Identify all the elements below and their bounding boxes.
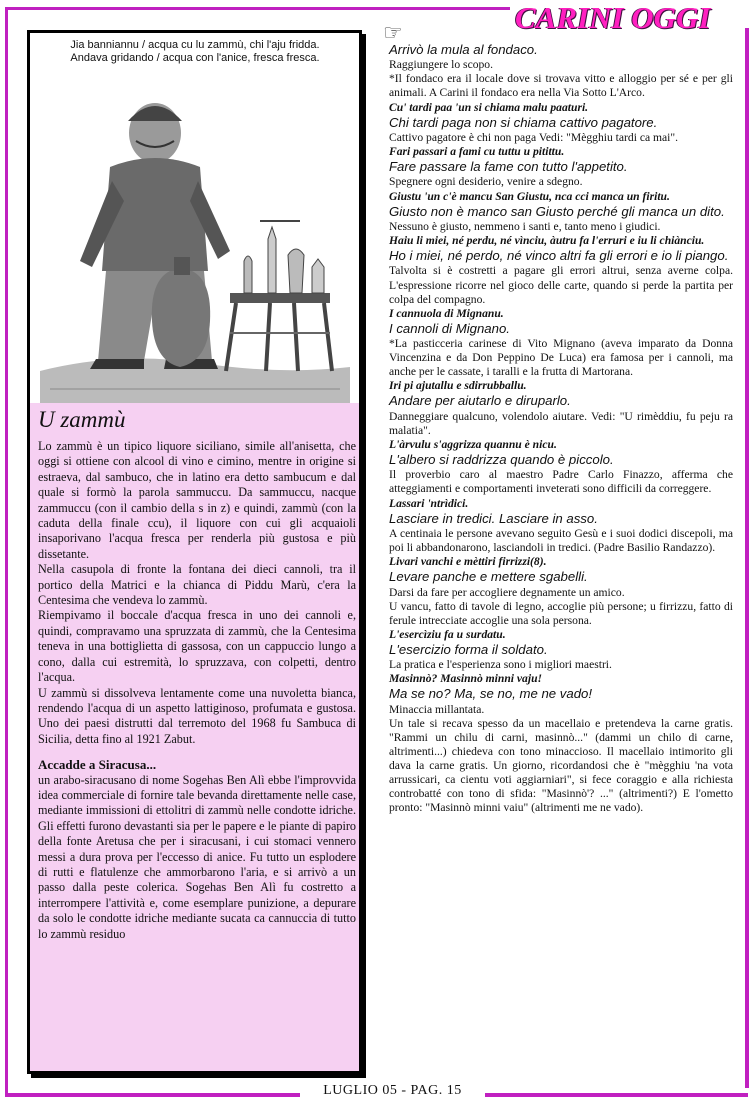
proverb-italian: Fare passare la fame con tutto l'appetito.: [389, 159, 628, 175]
proverb-italian: L'esercizio forma il soldato.: [389, 641, 548, 657]
proverb-sicilian: Lassari 'ntrìdici.: [389, 496, 469, 510]
proverb-italian: I cannoli di Mignano.: [389, 320, 510, 336]
proverb-sicilian: L'àrvulu s'aggrizza quannu è nicu.: [389, 437, 557, 451]
proverb-explanation: Spegnere ogni desiderio, venire a sdegno.: [389, 175, 583, 189]
proverb-italian: Giusto non è manco san Giusto perché gli manca un dito.: [389, 203, 725, 219]
proverb-italian: Lasciare in tredici. Lasciare in asso.: [389, 510, 598, 526]
caption-line-1: Jia banniannu / acqua cu lu zammù, chi l'aju fridda.: [70, 39, 320, 51]
proverb-explanation: Cattivo pagatore è chi non paga Vedi: "Mègghiu tardi ca mai".: [389, 130, 679, 144]
proverb-explanation: Talvolta si è costretti a pagare gli errori altrui, senza averne colpa. L'espressione ricorre nel gioco delle carte, quando si perde la partita per colpa del compagno.: [389, 264, 733, 306]
frame-right: [745, 28, 749, 1088]
proverb-explanation: Darsi da fare per accogliere degnamente un amico.: [389, 585, 625, 599]
photo-caption: [36, 39, 354, 65]
proverb-explanation: Nessuno è giusto, nemmeno i santi e, tanto meno i giudici.: [389, 219, 661, 233]
masthead: CARINI OGGI: [515, 0, 711, 35]
proverb-sicilian: Livari vanchi e mèttiri firrizzi(8).: [389, 555, 547, 569]
proverb-explanation: *Il fondaco era il locale dove si trovava vitto e alloggio per sé e per gli animali. A Carini il fondaco era nella Via Sotto L'Arco.: [389, 72, 733, 100]
article-paragraph: Nella casupola di fronte la fontana dei dieci cannoli, tra il portico della Matrici e la chianca di Piddu Marù, c'era la Centesima che vendeva lo zammù.: [38, 562, 356, 608]
pointing-hand-icon: ☞: [383, 20, 403, 45]
proverb-explanation: Raggiungere lo scopo.: [389, 58, 493, 72]
proverb-italian: Ho i miei, né perdo, né vinco altri fa gli errori e io li piango.: [389, 248, 729, 264]
caption-line-2: Andava gridando / acqua con l'anice, fresca fresca.: [70, 52, 320, 64]
photo-area: [30, 33, 359, 403]
frame-left: [5, 7, 8, 1095]
proverb-explanation: Il proverbio caro al maestro Padre Carlo Finazzo, afferma che atteggiamenti e comportamenti inveterati sono difficili da correggere.: [389, 468, 733, 496]
proverbs-column: [389, 42, 733, 815]
proverb-sicilian: Cu' tardi paa 'un si chiama malu paaturi.: [389, 100, 589, 114]
article-paragraph: Lo zammù è un tipico liquore siciliano, simile all'anisetta, che oggi si ottiene con alcool di vino e cimino, mentre in origine si estraeva, dal sambuco, che in latino era detto sambucum e dal quale si formò la parola sammuccu. Da sammuccu, nacque zammuccu (con il cambio della s in z) e quindi, zammù (con la caduta della finale ccu), il liquore con cui gli acquaioli insaporivano l'acqua fresca per renderla più gustosa e più dissetante.: [38, 439, 356, 561]
proverb-sicilian: Fari passari a fami cu tuttu u pitittu.: [389, 145, 565, 159]
proverb-explanation: Un tale si recava spesso da un macellaio e pretendeva la carne gratis. "Rammi un chilu di carni, masinnò..." (dammi un chilo di carne, altrimenti...) chiedeva con tono minaccioso. Il macellaio intimorito gli dava la carne gratis. Un giorno, ricordandosi che è "mègghiu 'na vota arrussicari, ca cientu voti aggiarniari", si fece coraggio e alla richiesta controbatté con tono di sfida: "Masinnò'? ..." (altrimenti?) E l'ometto pronto: "Masinnò minni vaiu" (altrimenti me ne vado).: [389, 716, 733, 815]
proverb-sicilian: Iri pi ajutallu e sdirrubballu.: [389, 379, 527, 393]
proverb-explanation: U vancu, fatto di tavole di legno, accoglie più persone; u firrizzu, fatto di ferule intrecciate accoglie una sola persona.: [389, 599, 733, 627]
proverb-italian: Levare panche e mettere sgabelli.: [389, 569, 588, 585]
proverb-explanation: *La pasticceria carinese di Vito Mignano (aveva imparato da Donna Vincenzina e da Don Peppino De Luca) era famosa per i cannoli, ma anche per le cassate, i taralli e la frutta di Martorana.: [389, 337, 733, 379]
proverb-italian: Arrivò la mula al fondaco.: [389, 42, 538, 57]
proverb-italian: Chi tardi paga non si chiama cattivo pagatore.: [389, 114, 658, 130]
proverb-italian: Andare per aiutarlo e diruparlo.: [389, 393, 571, 409]
proverb-sicilian: Masinnò? Masinnò minni vaju!: [389, 672, 543, 686]
article-paragraph: U zammù si dissolveva lentamente come una nuvoletta bianca, rendendo l'acqua di un aspetto lattiginoso, profumata e gustosa. Uno dei paesi distrutti dal terremoto del 1968 fu Sambuca di Sicilia, detta fino al 1921 Zabut.: [38, 685, 356, 746]
water-seller-engraving: [40, 71, 350, 403]
proverb-explanation: Minaccia millantata.: [389, 702, 485, 716]
proverb-italian: L'albero si raddrizza quando è piccolo.: [389, 452, 614, 468]
zammu-article: [38, 405, 356, 942]
article-subtitle: Accadde a Siracusa...: [38, 757, 157, 773]
proverb-sicilian: Haiu li miei, né perdu, né vìnciu, àutru fa l'erruri e iu li chiànciu.: [389, 234, 705, 248]
proverb-explanation: La pratica e l'esperienza sono i migliori maestri.: [389, 658, 612, 672]
proverb-sicilian: I cannuola di Mignanu.: [389, 306, 504, 320]
page-footer: LUGLIO 05 - PAG. 15: [300, 1083, 485, 1101]
article-paragraph: un arabo-siracusano di nome Sogehas Ben Alì ebbe l'improvvida idea commerciale di fornire tale bevanda direttamente nelle case, mediante immissioni di ettolitri di zammù nelle condotte idriche. Gli effetti furono devastanti sia per le papere e le piante di papiro della fonte Aretusa che per i siracusani, i cui stomaci vennero messi a dura prova per l'eccesso di anice. Fu tutto un esplodere di rutti e flatulenze che ammorbarono l'aria, e si arrivò a un passo dalla peste colerica. Sogehas Ben Alì fu costretto a interrompere l'attività e, come esemplare punizione, a depurare da solo le condotte idriche mediante sucata ca cannuccia di tutto lo zammù residuo: [38, 772, 356, 941]
article-paragraph: Riempivamo il boccale d'acqua fresca in uno dei cannoli e, quindi, compravamo una spruzzata di zammù, che la Centesima teneva in una bottiglietta di gassosa, con un cappuccio lungo a cono, dalla cui estremità, lo spruzzava, con colpetti, dentro l'acqua.: [38, 608, 356, 685]
proverb-sicilian: Giustu 'un c'è mancu San Giustu, nca cci manca un firitu.: [389, 189, 670, 203]
proverb-explanation: Danneggiare qualcuno, volendolo aiutare. Vedi: "U rimèddiu, fu peju ra malatia".: [389, 409, 733, 437]
article-title: U zammù: [38, 407, 126, 432]
proverb-italian: Ma se no? Ma, se no, me ne vado!: [389, 686, 593, 702]
proverb-sicilian: L'esercìziu fa u surdatu.: [389, 627, 506, 641]
proverb-explanation: A centinaia le persone avevano seguito Gesù e i suoi dodici discepoli, ma poi li abbandonarono, lasciandoli in tredici. (Padre Basilio Randazzo).: [389, 526, 733, 555]
left-article-box: [27, 30, 362, 1074]
frame-top: [5, 7, 510, 10]
